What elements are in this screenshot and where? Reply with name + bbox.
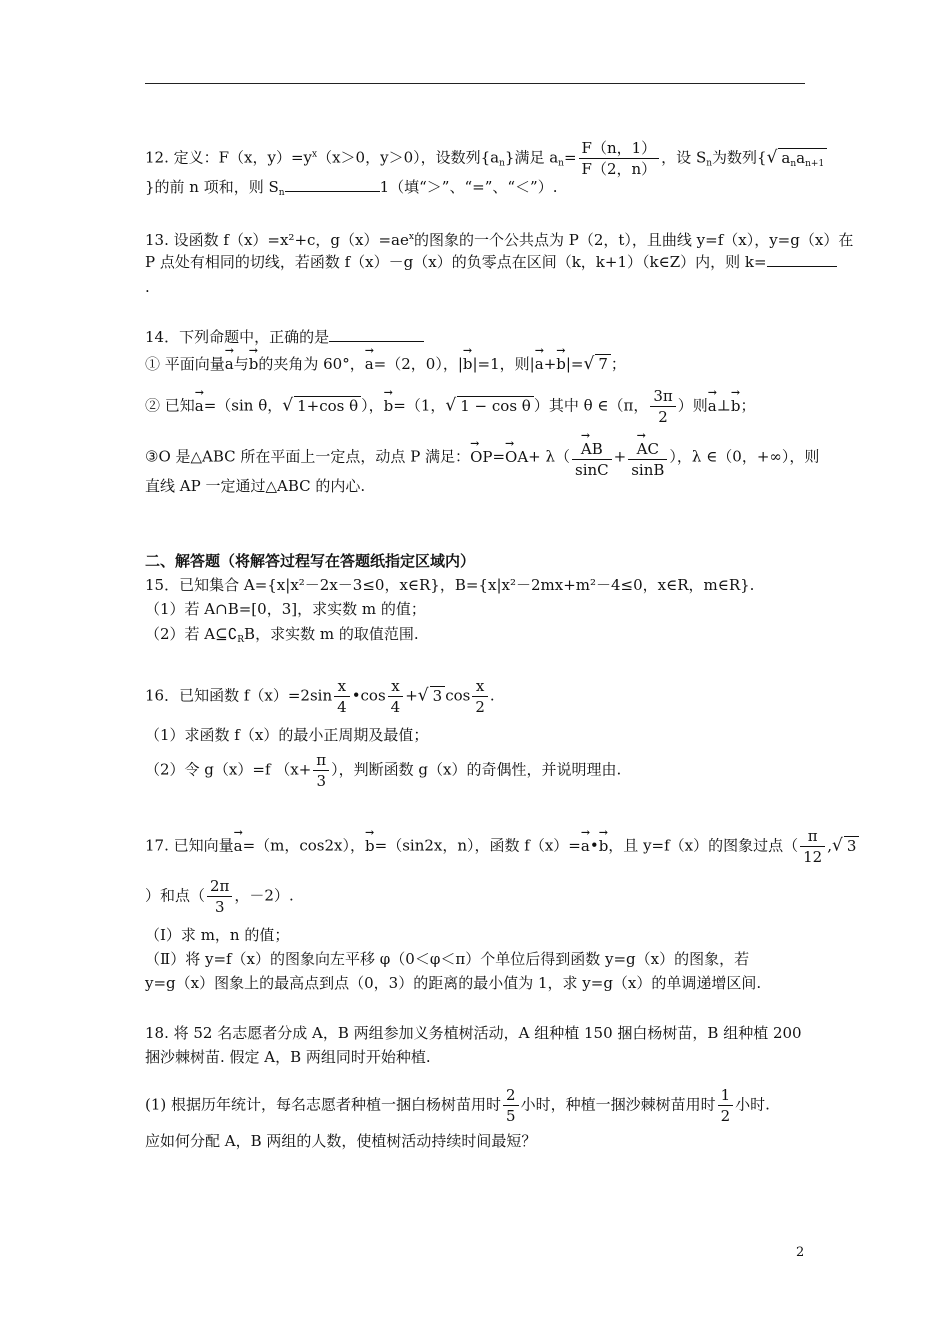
- header-rule: [145, 83, 805, 84]
- q18-line2: 捆沙棘树苗. 假定 A，B 两组同时开始种植.: [145, 1048, 431, 1066]
- q13-line3: .: [145, 278, 150, 296]
- q12-fraction: $\frac{F(n,1)}{F(2,n)}$: [579, 138, 660, 179]
- q16-line1: 16．已知函数 f（x）=2sin $\frac{x}{4}$ •cos $\frac{x}{4}$ +√ 3 cos $\frac{x}{2}$ .: [145, 677, 495, 716]
- q18-line1: 18. 将 52 名志愿者分成 A，B 两组参加义务植树活动，A 组种植 150 捆白杨树苗，B 组种植 200: [145, 1024, 802, 1042]
- q14-item2: ② 已知→ a=（sin θ，√ 1+cos θ ），→ b=（1，√ 1 − cos θ ）其中 θ ∈（π， $\frac{3\pi}{2}$ ）则→ a⊥→ b；: [145, 386, 810, 427]
- page-number: 2: [796, 1245, 805, 1260]
- q12-sqrt: $a_na_{n+1}$: [778, 148, 827, 173]
- q17-line1: 17. 已知向量→ a=（m，cos2x），→ b=（sin2x，n），函数 f（x）=→ a•→ b，且 y=f（x）的图象过点（ $\frac{\pi}{12}$ ,√ 3: [145, 826, 810, 867]
- q12-line2: }的前 n 项和，则 $S_n$ 1（填“＞”、“=”、“＜”）.: [145, 178, 558, 198]
- answer-blank[interactable]: [329, 327, 424, 342]
- q14-item1: ① 平面向量→ a与→ b的夹角为 60°，→ a=（2，0），|→ b|=1，则|→ a+→ b|=√ 7 ；: [145, 350, 810, 375]
- q18-line4: 应如何分配 A，B 两组的人数，使植树活动持续时间最短？: [145, 1132, 537, 1150]
- q13-line2: P 点处有相同的切线，若函数 f（x）－g（x）的负零点在区间（k，k+1）（k∈Z）内，则 k=: [145, 251, 810, 273]
- q18-line3: (1) 根据历年统计，每名志愿者种植一捆白杨树苗用时 $\frac{2}{5}$ 小时，种植一捆沙棘树苗用时 $\frac{1}{2}$ 小时.: [145, 1086, 770, 1125]
- q17-line2: ）和点（ $\frac{2\pi}{3}$ ，－2）.: [145, 877, 294, 916]
- q15-line2: （1）若 A∩B=[0，3]，求实数 m 的值；: [145, 600, 426, 618]
- q14-item3-cont: 直线 AP 一定通过△ABC 的内心.: [145, 477, 366, 495]
- answer-blank[interactable]: [767, 252, 837, 267]
- q15-line1: 15．已知集合 A={x|x²－2x－3≤0，x∈R}，B={x|x²－2mx+m²－4≤0，x∈R，m∈R}.: [145, 576, 755, 594]
- q13-line1: 13. 设函数 f（x）=x²+c，$g(x)=ae^x$的图象的一个公共点为 P（2，t），且曲线 y=f（x），y=g（x）在: [145, 231, 854, 249]
- q17-line5: y=g（x）图象上的最高点到点（0，3）的距离的最小值为 1，求 y=g（x）的单调递增区间.: [145, 974, 762, 992]
- q14-item3: ③O 是△ABC 所在平面上一定点，动点 P 满足：→ OP=→ OA+ λ（ → $\frac{AB}{\sin C}$ + → $\frac{AC}{\sin B}$ ），λ ∈（0，+∞），则: [145, 435, 810, 480]
- q16-line3: （2）令 g（x）=f （x+ $\frac{\pi}{3}$ ），判断函数 g（x）的奇偶性，并说明理由.: [145, 751, 622, 790]
- q12-line1: 12. 定义：F（x，$y)=y^x(x>0$，y＞0），设数列$\{a_n\}$满足 $a_n=$ $\frac{F(n,1)}{F(2,n)}$ ，设 $S_n$为数列{√ $a_na_{n+1}$: [145, 138, 810, 179]
- q16-line2: （1）求函数 f（x）的最小正周期及最值；: [145, 726, 429, 744]
- q15-line3: （2）若 $A⊆∁_RB$，求实数 m 的取值范围.: [145, 625, 419, 645]
- section-heading: 二、解答题（将解答过程写在答题纸指定区域内）: [145, 552, 476, 570]
- q17-line3: （Ⅰ）求 m，n 的值；: [145, 926, 290, 944]
- q14-title: 14．下列命题中，正确的是: [145, 326, 810, 348]
- answer-blank[interactable]: [285, 177, 380, 192]
- q17-line4: （Ⅱ）将 y=f（x）的图象向左平移 φ（0＜φ＜π）个单位后得到函数 y=g（x）的图象，若: [145, 950, 750, 968]
